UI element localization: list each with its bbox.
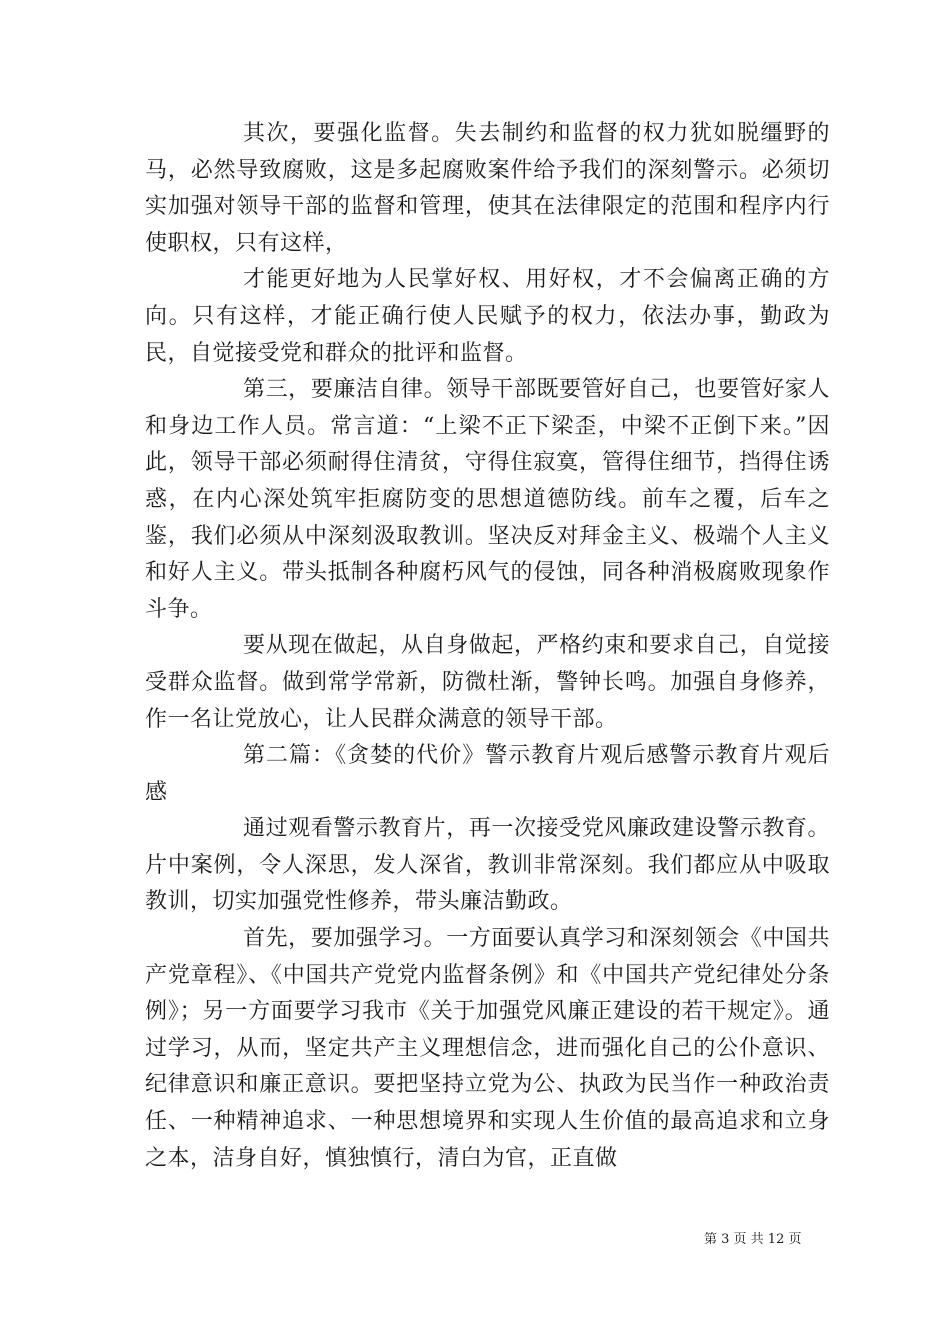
page-number-footer: 第 3 页 共 12 页 xyxy=(704,1232,802,1247)
section-heading-second-article: 第二篇：《贪婪的代价》警示教育片观后感警示教育片观后感 xyxy=(145,743,830,805)
paragraph-start-now: 要从现在做起，从自身做起，严格约束和要求自己，自觉接受群众监督。做到常学常新，防微杜渐，警钟长鸣。加强自身修养，作一名让党放心，让人民群众满意的领导干部。 xyxy=(145,633,830,732)
document-body xyxy=(145,116,830,1177)
paragraph-watching-film: 通过观看警示教育片，再一次接受党风廉政建设警示教育。片中案例，令人深思，发人深省，教训非常深刻。我们都应从中吸取教训，切实加强党性修养，带头廉洁勤政。 xyxy=(145,816,830,915)
paragraph-power-use: 才能更好地为人民掌好权、用好权，才不会偏离正确的方向。只有这样，才能正确行使人民赋予的权力，依法办事，勤政为民，自觉接受党和群众的批评和监督。 xyxy=(145,267,830,366)
paragraph-supervision: 其次，要强化监督。失去制约和监督的权力犹如脱缰野的马，必然导致腐败，这是多起腐败案件给予我们的深刻警示。必须切实加强对领导干部的监督和管理，使其在法律限定的范围和程序内行使职权，只有这样， xyxy=(145,121,830,256)
paragraph-strengthen-study: 首先，要加强学习。一方面要认真学习和深刻领会《中国共产党章程》、《中国共产党党内监督条例》和《中国共产党纪律处分条例》；另一方面要学习我市《关于加强党风廉正建设的若干规定》。通过学习，从而，坚定共产主义理想信念，进而强化自己的公仆意识、纪律意识和廉正意识。要把坚持立党为公、执政为民当作一种政治责任、一种精神追求、一种思想境界和实现人生价值的最高追求和立身之本，洁身自好，慎独慎行，清白为官，正直做 xyxy=(145,926,830,1171)
paragraph-self-discipline: 第三，要廉洁自律。领导干部既要管好自己，也要管好家人和身边工作人员。常言道：“上梁不正下梁歪，中梁不正倒下来。”因此，领导干部必须耐得住清贫，守得住寂寞，管得住细节，挡得住诱惑，在内心深处筑牢拒腐防变的思想道德防线。前车之覆，后车之鉴，我们必须从中深刻汲取教训。坚决反对拜金主义、极端个人主义和好人主义。带头抵制各种腐朽风气的侵蚀，同各种消极腐败现象作斗争。 xyxy=(145,377,830,622)
